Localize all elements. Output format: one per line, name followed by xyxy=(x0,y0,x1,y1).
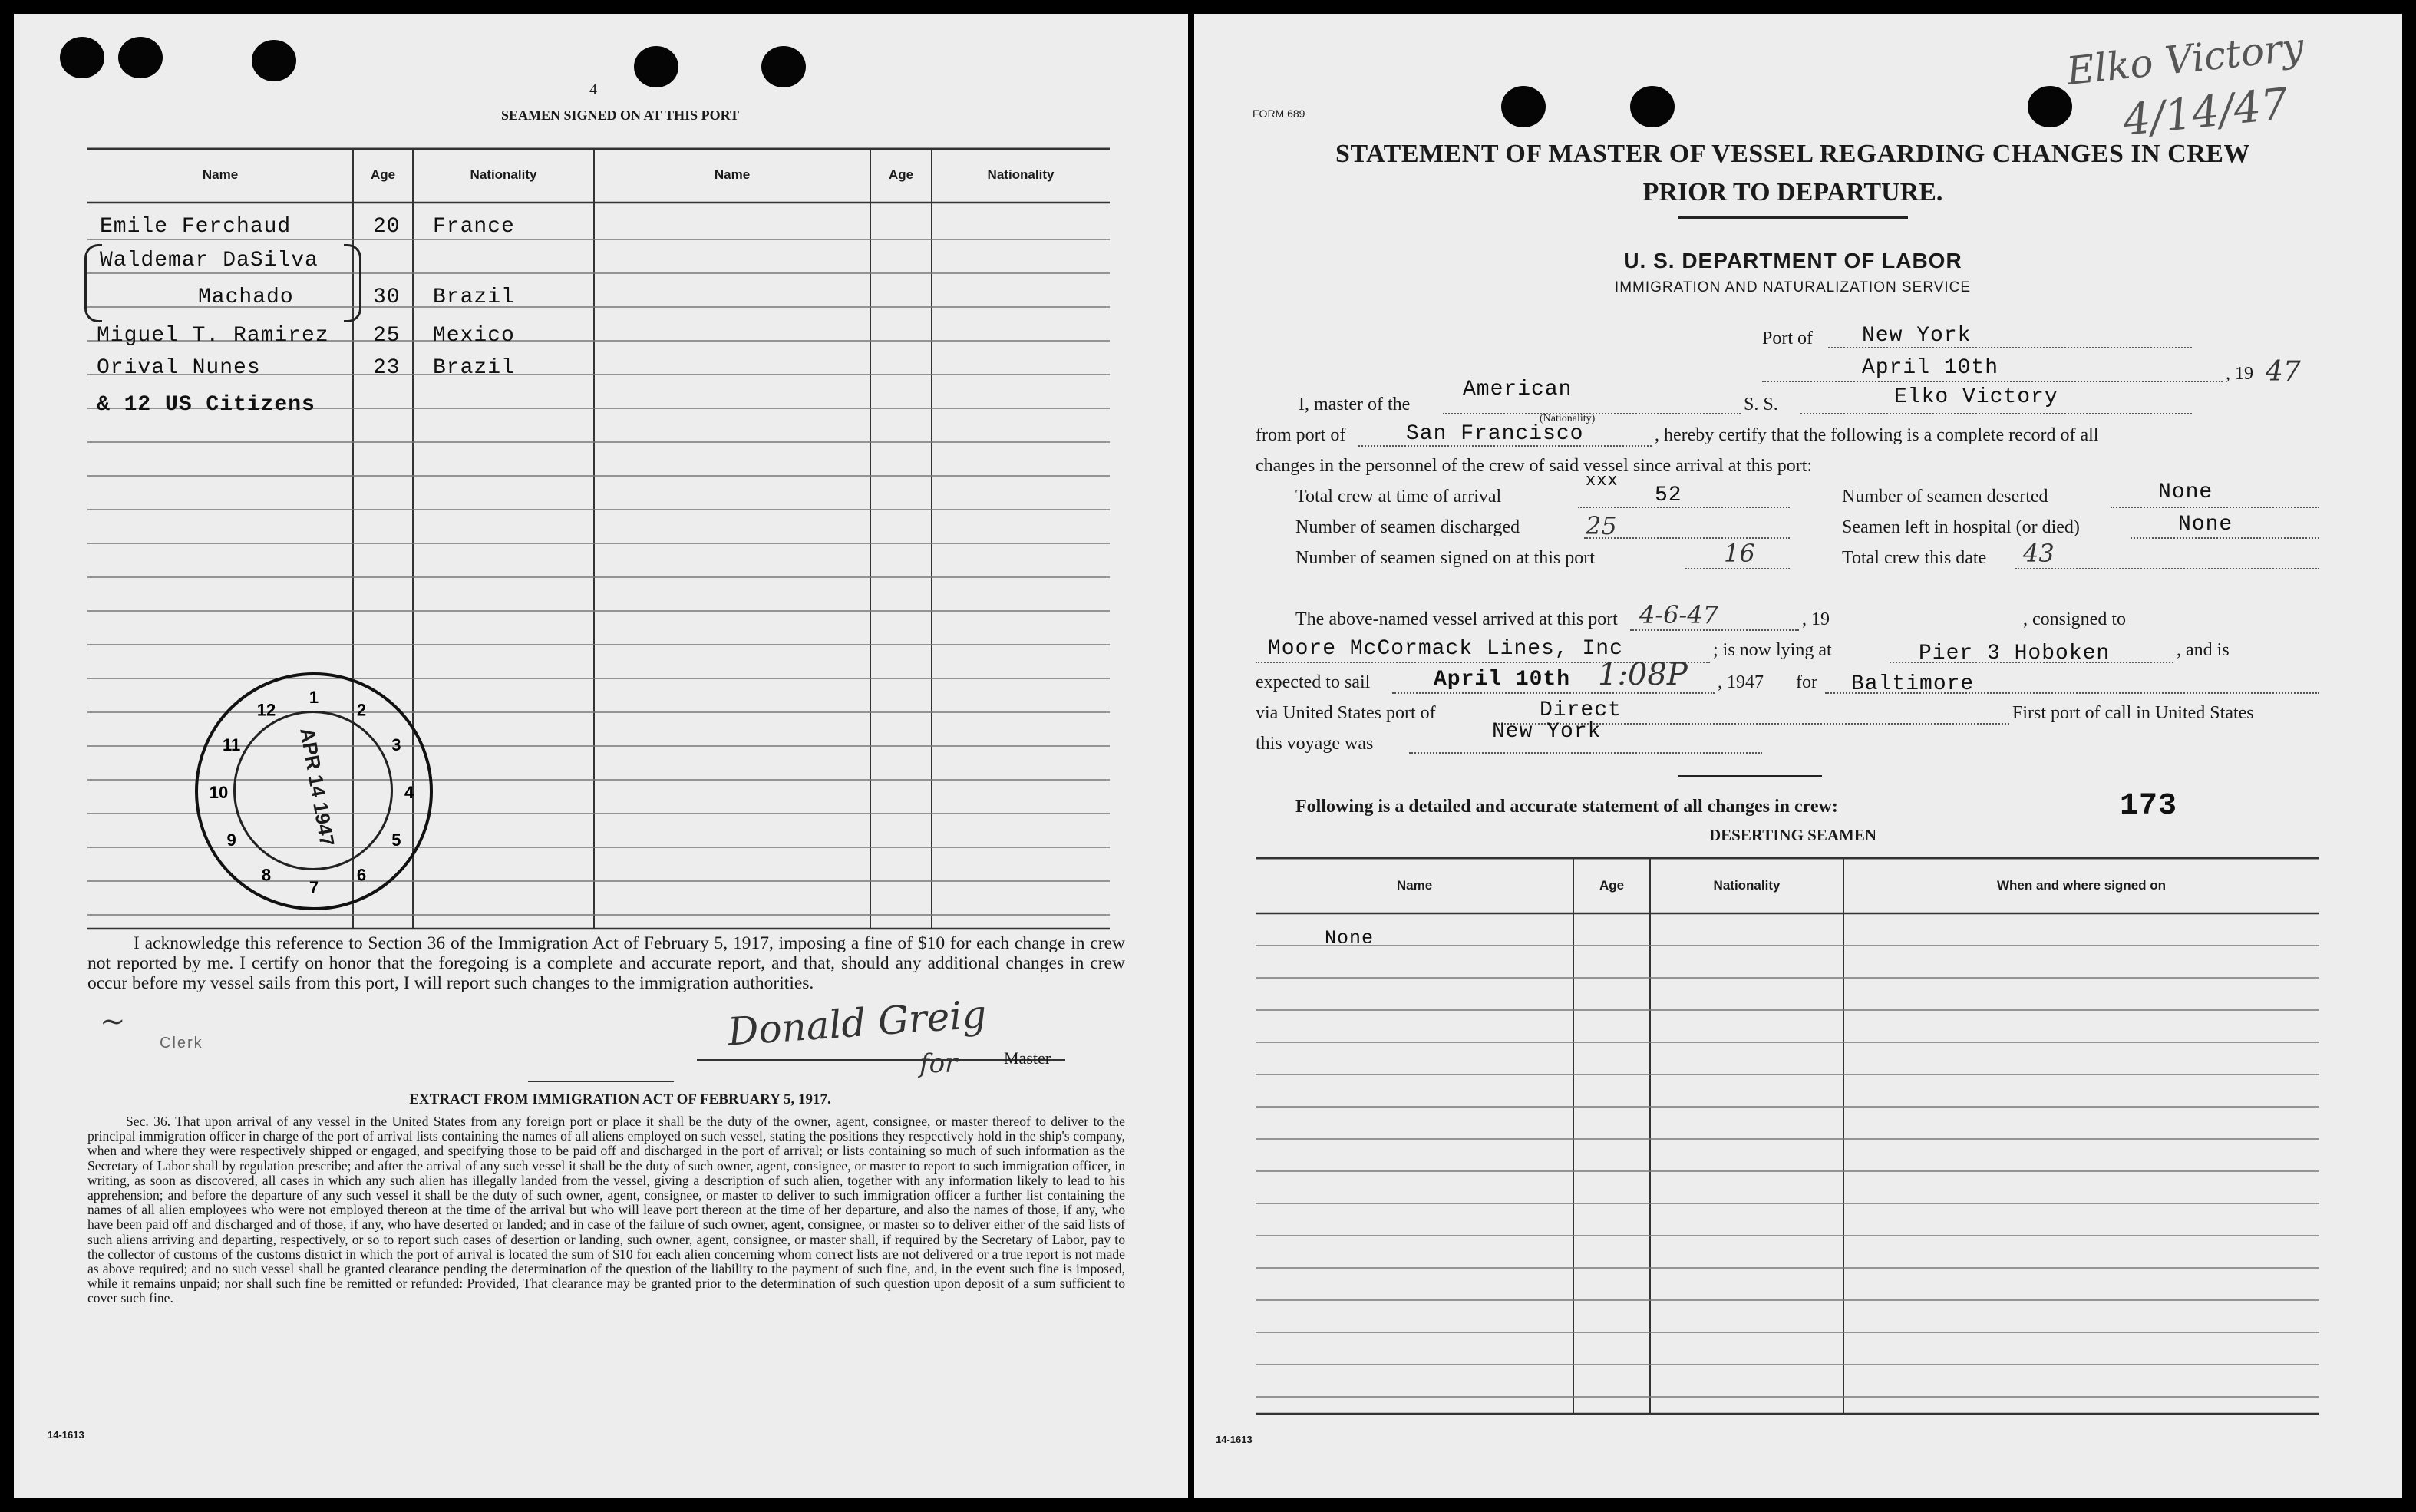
row-nationality: Brazil xyxy=(433,356,515,380)
row-nationality: France xyxy=(433,215,515,239)
stamp-date: APR 14 1947 xyxy=(295,725,339,848)
clerk-mark: Clerk xyxy=(160,1035,203,1051)
and-is: , and is xyxy=(2177,640,2230,660)
row-name: & 12 US Citizens xyxy=(97,393,315,417)
stamp-digit: 7 xyxy=(309,878,319,897)
master-signature: Donald Greig xyxy=(726,992,989,1055)
extract-title: EXTRACT FROM IMMIGRATION ACT OF FEBRUARY 5, 1917. xyxy=(409,1091,831,1108)
sail-label: expected to sail xyxy=(1256,672,1371,692)
total-crew-label: Total crew at time of arrival xyxy=(1295,487,1502,507)
stamp-digit: 11 xyxy=(222,735,241,754)
stamp-digit: 2 xyxy=(356,700,367,720)
certify-text-2: changes in the personnel of the crew of said vessel since arrival at this port: xyxy=(1256,456,1813,476)
consignee-value: Moore McCormack Lines, Inc xyxy=(1268,637,1623,661)
arrived-value: 4-6-47 xyxy=(1639,600,1719,629)
stamp-digit: 9 xyxy=(226,830,236,850)
via-label: via United States port of xyxy=(1256,703,1436,723)
signed-on-grid xyxy=(14,14,1188,958)
desert-col-name: Name xyxy=(1396,878,1433,893)
nationality-caption: (Nationality) xyxy=(1540,413,1596,424)
hospital-value: None xyxy=(2178,513,2233,536)
discharged-label: Number of seamen discharged xyxy=(1295,517,1520,537)
row-nationality: Mexico xyxy=(433,324,515,348)
row-name: Emile Ferchaud xyxy=(100,215,292,239)
desert-col-age: Age xyxy=(1599,878,1625,893)
col-age: Age xyxy=(370,167,396,182)
year-prefix: , 19 xyxy=(2226,364,2253,384)
port-label: Port of xyxy=(1762,328,1813,348)
row-name: Waldemar DaSilva xyxy=(100,249,319,272)
row-age: 25 xyxy=(373,324,401,348)
bracket-right xyxy=(344,244,361,322)
first-port-label: First port of call in United States xyxy=(2012,703,2254,723)
col-nationality-2: Nationality xyxy=(987,167,1055,182)
row-name: Orival Nunes xyxy=(97,356,261,380)
col-nationality: Nationality xyxy=(470,167,537,182)
stamp-digit: 10 xyxy=(209,783,229,802)
for-value: Baltimore xyxy=(1851,672,1975,696)
from-port-value: San Francisco xyxy=(1406,422,1584,446)
voyage-value: New York xyxy=(1492,720,1602,744)
stamp-digit: 6 xyxy=(356,865,367,885)
deserted-value: None xyxy=(2158,480,2213,504)
stamp-digit: 3 xyxy=(391,735,401,754)
row-name: Machado xyxy=(198,286,294,309)
form-code: 14-1613 xyxy=(1216,1434,1253,1445)
ss-label: S. S. xyxy=(1744,395,1778,414)
acknowledgement-text: I acknowledge this reference to Section 36 of the Immigration Act of February 5, 1917, imposing a fine of $10 for each change in crew not reported by me. I certify on honor that the foregoing is a complete and accurate report, and that, should any additional changes in crew occur before my vessel sails from this port, I will report such changes to the immigration authorities. xyxy=(87,933,1125,993)
lying-value: Pier 3 Hoboken xyxy=(1919,642,2111,665)
deserting-title: DESERTING SEAMEN xyxy=(1708,826,1877,844)
stamp-digit: 12 xyxy=(256,700,276,720)
form-code: 14-1613 xyxy=(48,1429,84,1441)
desert-col-nationality: Nationality xyxy=(1713,878,1781,893)
total-crew-value: 52 xyxy=(1655,484,1682,507)
form-number: FORM 689 xyxy=(1253,107,1305,120)
year-value: 47 xyxy=(2266,356,2301,388)
stamp-digit: 1 xyxy=(309,688,319,707)
row-age: 20 xyxy=(373,215,401,239)
col-age-2: Age xyxy=(888,167,914,182)
department: U. S. DEPARTMENT OF LABOR xyxy=(1623,249,1962,272)
stamp-digit: 4 xyxy=(404,783,414,802)
number-stamp: 173 xyxy=(2120,789,2178,824)
deserting-grid xyxy=(1194,14,2402,1498)
service: IMMIGRATION AND NATURALIZATION SERVICE xyxy=(1614,279,1972,295)
crew-date-value: 43 xyxy=(2023,539,2055,568)
via-value: Direct xyxy=(1540,698,1622,722)
row-nationality: Brazil xyxy=(433,286,515,309)
sail-year: , 1947 xyxy=(1718,672,1764,692)
stamp-digit: 8 xyxy=(261,865,272,885)
signature-for: for xyxy=(919,1048,958,1079)
hospital-label: Seamen left in hospital (or died) xyxy=(1842,517,2080,537)
signed-label: Number of seamen signed on at this port xyxy=(1295,548,1595,568)
col-name-2: Name xyxy=(714,167,751,182)
right-page xyxy=(1194,14,2402,1498)
consigned-label: , consigned to xyxy=(2023,609,2126,629)
signed-value: 16 xyxy=(1724,539,1755,568)
page-number: 4 xyxy=(589,81,597,98)
left-page xyxy=(14,14,1188,1498)
divider xyxy=(528,1081,674,1082)
nationality-value: American xyxy=(1463,378,1573,401)
master-label: Master xyxy=(1004,1048,1051,1068)
date-stamp xyxy=(195,672,433,910)
arrived-year: , 19 xyxy=(1802,609,1830,629)
discharged-value: 25 xyxy=(1586,511,1617,540)
crew-date-label: Total crew this date xyxy=(1842,548,1987,568)
port-value: New York xyxy=(1862,324,1972,348)
vessel-name: Elko Victory xyxy=(1894,385,2058,409)
signed-on-heading: SEAMEN SIGNED ON AT THIS PORT xyxy=(501,107,739,123)
clerk-initials: ~ xyxy=(100,1004,126,1039)
desert-col-signed-on: When and where signed on xyxy=(1996,878,2167,893)
form-title-2: PRIOR TO DEPARTURE. xyxy=(1642,178,1943,206)
row-age: 23 xyxy=(373,356,401,380)
row-age: 30 xyxy=(373,286,401,309)
form-title: STATEMENT OF MASTER OF VESSEL REGARDING CHANGES IN CREW xyxy=(1335,140,2250,168)
lying-label: ; is now lying at xyxy=(1713,640,1832,660)
date-value: April 10th xyxy=(1862,356,1999,380)
voyage-label: this voyage was xyxy=(1256,734,1374,754)
col-name: Name xyxy=(202,167,239,182)
stamp-digit: 5 xyxy=(391,830,401,850)
from-port-label: from port of xyxy=(1256,425,1346,445)
arrived-label: The above-named vessel arrived at this port xyxy=(1295,609,1618,629)
corner-note-date: 4/14/47 xyxy=(2121,78,2291,147)
row-name: Miguel T. Ramirez xyxy=(97,324,329,348)
for-label: for xyxy=(1796,672,1817,692)
certify-text: , hereby certify that the following is a complete record of all xyxy=(1655,425,2099,445)
sail-value: April 10th xyxy=(1434,668,1571,692)
total-crew-note: xxx xyxy=(1586,471,1619,490)
extract-text: Sec. 36. That upon arrival of any vessel in the United States from any foreign port or place it shall be the duty of the owner, agent, consignee, or master thereof to deliver to the principal immigration officer in charge of the port of arrival lists containing the names of all aliens employed on such vessel, stating the positions they respectively hold in the ship's company, when and where they were respectively shipped or engaged, and specifying those to be paid off and discharged in the port of arrival; or lists containing so much of such information as the Secretary of Labor shall by regulation prescribe; and after the arrival of any such vessel it shall be the duty of such owner, agent, consignee, or master to report to such immigration officer, in writing, as soon as discovered, all cases in which any such alien has illegally landed from the vessel, giving a description of such alien, together with any information likely to lead to his apprehension; and before the departure of any such vessel it shall be the duty of such owner, agent, consignee, or master to deliver to such immigration officer a further list containing the names of all alien employees who were not employed thereon at the time of the arrival but who will leave port thereon at the time of her departure, and also the names of those, if any, who have been paid off and discharged and of those, if any, who have deserted or landed; and in case of the failure of such owner, agent, consignee, or master so to deliver either of the said lists of such aliens arriving and departing, respectively, or so to report such cases of desertion or landing, such owner, agent, consignee, or master shall, if required by the Secretary of Labor, pay to the collector of customs of the customs district in which the port of arrival is located the sum of $10 for each alien concerning whom correct lists are not delivered or a true report is not made as above required; and no such vessel shall be granted clearance pending the determination of the question of the liability to the payment of such fine, and, in the event such fine is imposed, while it remains unpaid; nor shall such fine be remitted or refunded: Provided, That clearance may be granted prior to the determination of such question upon deposit of a sum sufficient to cover such fine. xyxy=(87,1114,1125,1306)
desert-row-none: None xyxy=(1325,927,1375,949)
following-text: Following is a detailed and accurate statement of all changes in crew: xyxy=(1295,797,1838,817)
corner-note-vessel: Elko Victory xyxy=(2064,24,2306,94)
master-of-label: I, master of the xyxy=(1299,395,1411,414)
sail-time: 1:08P xyxy=(1598,657,1688,692)
deserted-label: Number of seamen deserted xyxy=(1842,487,2048,507)
